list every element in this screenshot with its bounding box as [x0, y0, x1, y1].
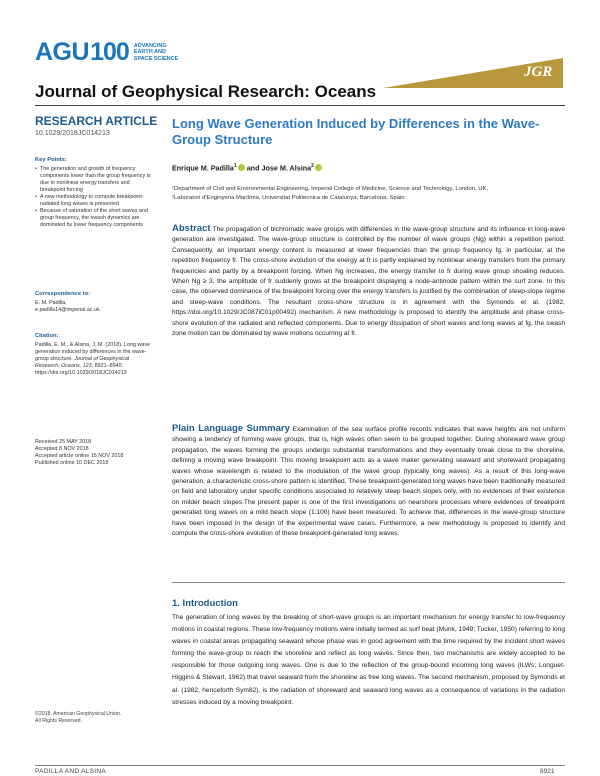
- agu-logo-number: 100: [90, 38, 129, 66]
- key-points: [35, 157, 153, 229]
- date-accepted-online: Accepted article online 15 NOV 2018: [35, 453, 124, 459]
- orcid-icon[interactable]: [238, 164, 245, 171]
- footer-divider: [35, 765, 565, 766]
- agu-logo: [35, 40, 178, 65]
- copyright-line: All Rights Reserved.: [35, 718, 82, 724]
- key-points-heading: Key Points:: [35, 157, 67, 163]
- author-list: [172, 163, 322, 172]
- affiliation-line: ¹Department of Civil and Environmental Engineering, Imperial College of Medicine, Science and Technology, London, UK,: [172, 186, 489, 192]
- pls-heading: Plain Language Summary: [172, 423, 290, 434]
- correspondence-name: E. M. Padilla,: [35, 300, 67, 306]
- date-published: Published online 10 DEC 2018: [35, 460, 109, 466]
- copyright: [35, 711, 153, 725]
- agu-tagline-line: ADVANCING: [133, 43, 167, 50]
- article-dates: [35, 439, 153, 467]
- agu-tagline-line: SPACE SCIENCE: [133, 55, 179, 62]
- citation-text: Padilla, E. M., & Alsina, J. M. (2018). Long wave generation induced by differences in the wave-group structure.: [35, 342, 151, 362]
- header-divider: [35, 105, 565, 106]
- author-name[interactable]: Enrique M. Padilla: [172, 163, 234, 173]
- footer-authors: PADILLA AND ALSINA: [35, 768, 107, 775]
- article-type: RESEARCH ARTICLE: [35, 114, 158, 128]
- affiliations: [172, 185, 572, 203]
- citation-doi[interactable]: 8921–8940. https://doi.org/10.1029/2018JC014213: [35, 363, 127, 376]
- correspondence-heading: Correspondence to:: [35, 291, 91, 297]
- agu-logo-word: AGU: [35, 38, 90, 66]
- introduction-heading: 1. Introduction: [172, 598, 238, 609]
- abstract-text: The propagation of bichromatic wave groups with differences in the wave-group structure and its influence in long-wave generation are investigated. The wave-group structure is controlled by the number of wave groups (Ng) within a repetition period. Consequently, an important energy content is measured at lower frequencies than the group frequency fg, in particular, at the repetition frequency fr. The cross-shore evolution of the energy at fr is partly explained by nonlinear energy transfers from the primary frequencies and partly by a breakpoint forcing. When Ng increases, the energy transfer to fr during wave group shoaling reduces. When Ng ≥ 3, the amplitude of fr suddenly grows at the breakpoint displaying a node-antinode pattern within the surf zone. In this case, the observed dominance of the breakpoint forcing over the energy transfers is justified by the combination of steep-slope regime and steep-wave conditions. The resultant cross-shore structure is in agreement with the Symonds et al. (1982, https://doi.org/10.1029/JC087iC01p00492) mechanism. A new methodology is proposed to identify the amplitude and phase cross-shore evolution of the radiated and reflected components. Due to energy dissipation of short waves and long waves at fg, the swash zone motion can be dominated by wave motions occurring at fr.: [172, 226, 565, 338]
- affiliation-line: ²Laboratori d'Enginyeria Marítima, Universitat Politecnica de Catalunya, Barcelona, Spain: [172, 195, 405, 201]
- correspondence: [35, 291, 153, 314]
- jgr-badge-label: JGR: [524, 64, 553, 80]
- citation: [35, 333, 153, 377]
- key-point-item: • Because of saturation of the short waves and group frequency, the swash dynamics are dominated by lower frequency components: [35, 208, 153, 229]
- plain-language-summary: [172, 424, 565, 539]
- abstract-heading: Abstract: [172, 223, 211, 234]
- date-received: Received 25 MAY 2018: [35, 439, 92, 445]
- affiliation-marker: 2: [311, 163, 314, 169]
- citation-heading: Citation:: [35, 333, 59, 339]
- article-doi: 10.1029/2018JC014213: [35, 130, 110, 137]
- date-accepted: Accepted 8 NOV 2018: [35, 446, 89, 452]
- affiliation-marker: 1: [233, 163, 237, 169]
- key-point-item: • The generation and growth of frequency components lower than the group frequency is due to nonlinear energy transfers and breakpoint forcing: [35, 166, 153, 194]
- correspondence-email[interactable]: e.padilla14@imperial.ac.uk: [35, 307, 100, 313]
- agu-tagline-line: EARTH AND: [133, 49, 166, 56]
- page-number: 8921: [540, 768, 555, 775]
- journal-title: Journal of Geophysical Research: Oceans: [35, 82, 377, 101]
- agu-logo-tagline: [134, 43, 179, 62]
- citation-journal: Journal of Geophysical Research: Oceans, 123,: [35, 356, 130, 369]
- paper-title: Long Wave Generation Induced by Differences in the Wave-Group Structure: [172, 116, 540, 147]
- author-join: and Jose M. Alsina: [246, 163, 312, 173]
- section-divider: [172, 582, 565, 583]
- introduction-text: The generation of long waves by the breaking of short-wave groups is an important mechanism for energy transfer to low-frequency motions in coastal regions. These low-frequency motions were initially termed as surf beat (Munk, 1949; Tucker, 1950) referring to long waves in coastal areas propagating seaward whose phase was in good agreement with the time required by the incident short waves forming the wave-group to reach the shoreline and reflect as long waves. Since then, two mechanisms are widely accepted to be responsible for those outgoing long waves. One is due to the reflection of the group-bound incoming long waves (ILWs; Longuet-Higgins & Stewart, 1962) that travel seaward from the shoreline as free long waves. The second mechanism, proposed by Symonds et al. (1982, henceforth Sym82), is the radiation of shoreward and seaward long waves as a consequence of variations in the radiation stresses induced by a moving breakpoint.: [172, 614, 565, 706]
- copyright-line: ©2018. American Geophysical Union.: [35, 711, 122, 717]
- abstract: [172, 224, 565, 339]
- key-point-item: • A new methodology to compute breakpoint-radiated long waves is presented: [35, 194, 153, 208]
- pls-text: Examination of the sea surface profile records indicates that wave heights are not uniform showing a tendency of forming wave groups, that is, high waves often seem to be grouped together. During shoreward wave group propagation, the waves forming the groups undergo substantial transformations and they eventually break close to the shoreline, defining a moving wave breakpoint. This moving breakpoint acts as a wave maker generating seaward and shoreward propagating waves whose wavelength is related to the modulation of the wave group (typically long waves). As a result of this long-wave generation, a characteristic cross-shore pattern is identified. These breakpoint-generated long waves have been traditionally measured on field and laboratory under specific conditions associated to relatively steep beach slopes only, with no evidences of their existence on milder beach slopes.The present paper is one of the first investigations on nearshore processes where evidences of breakpoint generated long waves on a mild beach slope (1:100) have been measured. To achieve that, differences in the wave-group structure have been imposed in the design of the experimental wave cases. Furthermore, a new methodology is proposed to identify and compute the cross-shore evolution of these breakpoint-generated long waves.: [172, 426, 565, 538]
- orcid-icon[interactable]: [315, 164, 322, 171]
